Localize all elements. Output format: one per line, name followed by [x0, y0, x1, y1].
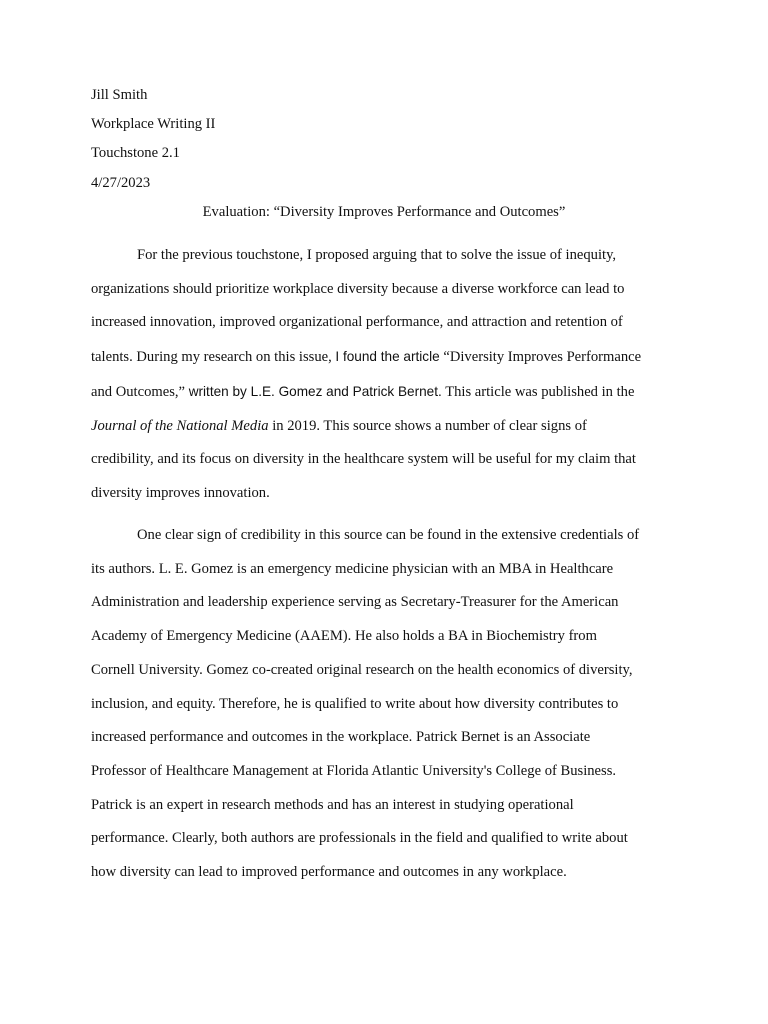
paragraph-line — [91, 410, 691, 444]
text-segment: written by L.E. Gomez and Patrick Bernet. — [188, 383, 442, 399]
paragraph-line: Professor of Healthcare Management at Florida Atlantic University's College of Business. — [91, 762, 617, 779]
text-segment: “Diversity Improves Performance — [443, 349, 642, 366]
paragraph-line: Cornell University. Gomez co-created original research on the health economics of diversity, — [91, 661, 633, 678]
paragraph-line: its authors. L. E. Gomez is an emergency medicine physician with an MBA in Healthcare — [91, 560, 614, 577]
journal-title: Journal of the National Media — [91, 417, 269, 434]
paragraph-line: increased performance and outcomes in the workplace. Patrick Bernet is an Associate — [91, 729, 591, 746]
paragraph-line: One clear sign of credibility in this source can be found in the extensive credentials of — [137, 527, 640, 543]
assignment-name: Touchstone 2.1 — [91, 145, 180, 161]
paragraph-line: Patrick is an expert in research methods and has an interest in studying operational — [91, 796, 574, 813]
document-title: Evaluation: “Diversity Improves Performance and Outcomes” — [202, 204, 566, 220]
paragraph-2 — [91, 519, 691, 890]
text-segment: in 2019. This source shows a number of clear signs of — [272, 417, 587, 434]
paragraph-line: For the previous touchstone, I proposed arguing that to solve the issue of inequity, — [137, 247, 617, 263]
paragraph-line — [91, 375, 691, 410]
text-segment: I found the article — [335, 349, 440, 365]
paragraph-line: how diversity can lead to improved performance and outcomes in any workplace. — [91, 864, 567, 881]
document-date: 4/27/2023 — [91, 175, 151, 191]
text-segment: and Outcomes,” — [91, 383, 186, 400]
course-name: Workplace Writing II — [91, 116, 216, 132]
paragraph-line: inclusion, and equity. Therefore, he is qualified to write about how diversity contributes to — [91, 695, 619, 712]
paragraph-line — [91, 340, 691, 375]
author-name: Jill Smith — [91, 87, 148, 103]
paragraph-line: Administration and leadership experience serving as Secretary-Treasurer for the American — [91, 594, 619, 611]
paragraph-line: diversity improves innovation. — [91, 484, 270, 501]
paragraph-line: increased innovation, improved organizational performance, and attraction and retention of — [91, 314, 623, 331]
paragraph-line: organizations should prioritize workplace diversity because a diverse workforce can lead to — [91, 280, 625, 297]
paragraph-line: credibility, and its focus on diversity in the healthcare system will be useful for my claim that — [91, 451, 636, 468]
text-segment: This article was published in the — [445, 383, 635, 400]
text-segment: talents. During my research on this issue, — [91, 349, 332, 366]
paragraph-1 — [91, 239, 691, 511]
paragraph-line: Academy of Emergency Medicine (AAEM). He also holds a BA in Biochemistry from — [91, 628, 597, 645]
paragraph-line: performance. Clearly, both authors are professionals in the field and qualified to write about — [91, 830, 628, 847]
